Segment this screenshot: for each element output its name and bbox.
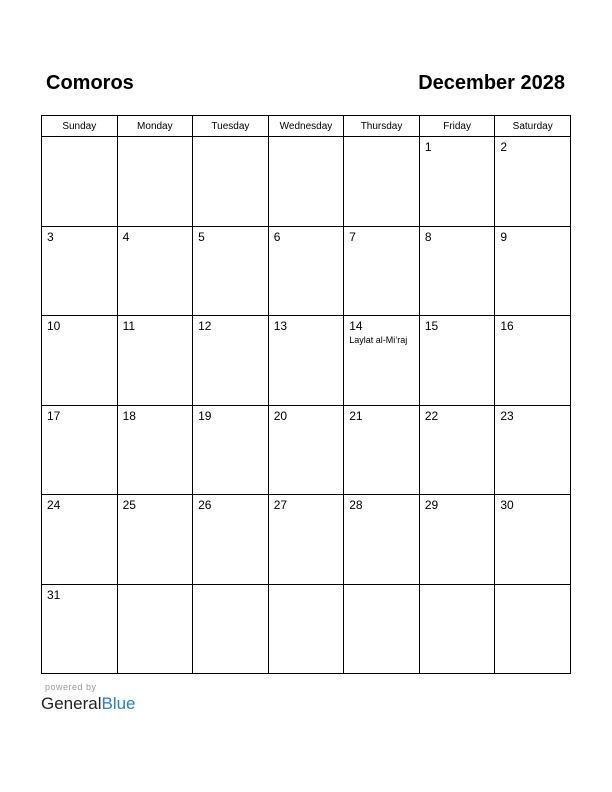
day-cell [42,495,118,585]
day-number: 16 [500,319,514,333]
day-number: 20 [273,408,288,423]
day-cell [42,405,118,495]
day-cell [419,495,495,585]
day-number: 12 [198,319,212,333]
day-number: 8 [424,229,432,244]
day-number: 25 [122,498,136,512]
day-cell [117,495,193,585]
day-cell [419,316,495,406]
week-row [42,316,571,406]
day-number: 2 [500,140,508,154]
brand-logo[interactable] [41,694,136,714]
day-cell [495,226,571,316]
day-number: 30 [500,498,514,512]
day-cell [193,316,269,406]
day-cell [268,226,344,316]
day-cell [42,316,118,406]
week-row [42,226,571,316]
day-number: 5 [198,229,205,244]
weekday-header: Friday [419,116,495,137]
day-cell [42,137,118,227]
day-cell [193,137,269,227]
day-number: 6 [273,229,281,244]
day-number: 3 [47,229,54,244]
weekday-header: Thursday [344,116,420,137]
holiday-label: Laylat al-Mi’raj [349,335,408,345]
day-number: 22 [424,408,439,423]
day-cell [344,405,420,495]
day-cell [495,137,571,227]
day-cell [419,226,495,316]
day-number: 26 [198,498,212,512]
weekday-header: Wednesday [268,116,344,137]
day-number: 27 [273,498,288,512]
day-cell [117,584,193,674]
week-row [42,584,571,674]
day-cell [495,584,571,674]
day-cell [268,495,344,585]
day-number: 19 [198,408,212,423]
weekday-header-row [42,116,571,137]
day-cell [117,405,193,495]
day-number: 10 [47,319,61,333]
day-cell [268,584,344,674]
day-number: 13 [273,319,288,333]
day-cell [42,226,118,316]
day-cell [419,584,495,674]
powered-by-text: powered by [45,682,97,692]
calendar-grid [41,115,571,674]
day-cell [117,316,193,406]
day-cell [268,405,344,495]
day-number: 17 [47,408,61,423]
weekday-header: Monday [117,116,193,137]
country-title: Comoros [46,72,134,94]
weekday-header: Tuesday [193,116,269,137]
day-number: 14 [349,319,363,333]
day-number: 15 [424,319,439,333]
day-cell [117,226,193,316]
day-cell [193,495,269,585]
day-cell [344,584,420,674]
day-number: 24 [47,498,61,512]
day-number: 11 [122,319,136,333]
day-number: 9 [500,229,508,244]
day-cell [495,316,571,406]
day-cell [193,405,269,495]
day-cell [495,405,571,495]
day-number: 7 [349,229,356,244]
day-number: 29 [424,498,439,512]
day-number: 23 [500,408,514,423]
day-cell [344,226,420,316]
week-row [42,495,571,585]
day-number: 4 [122,229,130,244]
week-row [42,137,571,227]
day-cell [268,137,344,227]
day-cell [344,137,420,227]
day-cell [344,495,420,585]
day-number: 31 [47,587,61,602]
weekday-header: Sunday [42,116,118,137]
day-cell [495,495,571,585]
day-cell [419,137,495,227]
month-year-title: December 2028 [418,72,565,94]
day-number: 21 [349,408,363,423]
weekday-header: Saturday [495,116,571,137]
day-number: 1 [424,140,432,154]
day-number: 28 [349,498,363,512]
brand-blue-text: Blue [101,694,136,713]
day-number: 18 [122,408,136,423]
day-cell [42,584,118,674]
day-cell [193,226,269,316]
day-cell [193,584,269,674]
week-row [42,405,571,495]
brand-general-text: General [41,694,102,713]
day-cell [117,137,193,227]
day-cell [344,316,420,406]
day-cell [268,316,344,406]
day-cell [419,405,495,495]
